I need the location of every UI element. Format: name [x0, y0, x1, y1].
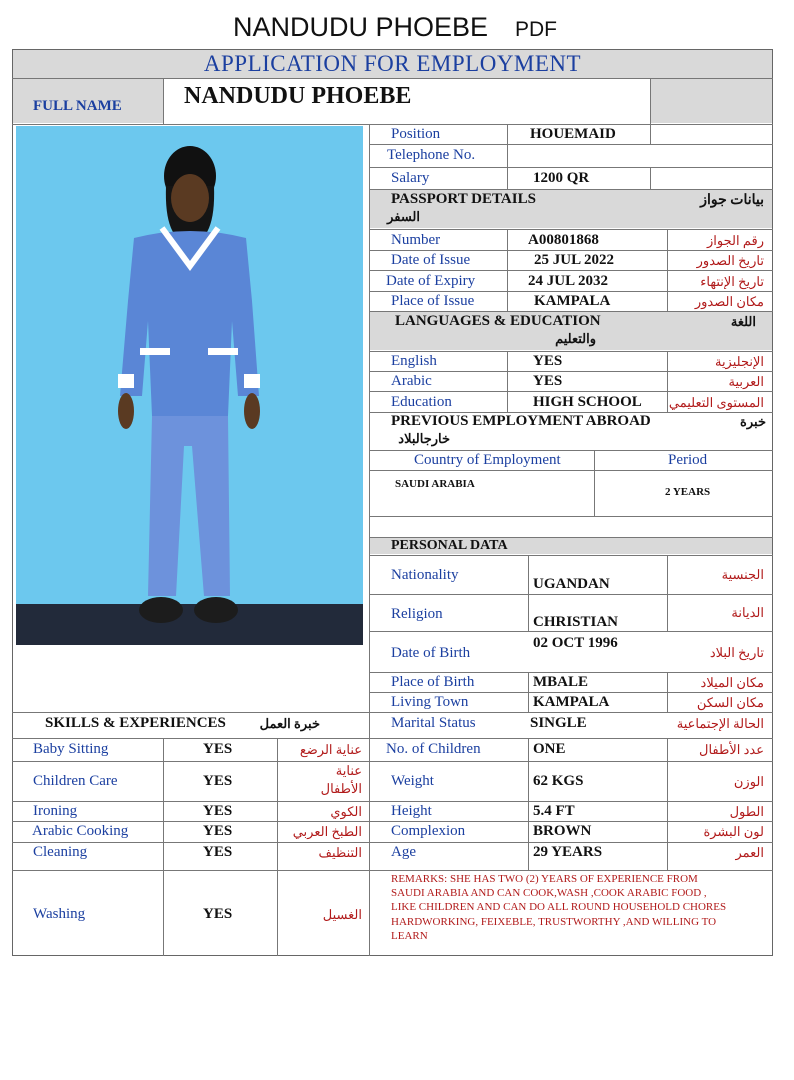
date-of-birth-label: Date of Birth: [391, 645, 471, 661]
place-of-issue-ar: مكان الصدور: [694, 294, 764, 309]
skill-washing-ar: الغسيل: [322, 907, 362, 922]
place-of-issue-value: KAMPALA: [534, 293, 611, 309]
date-of-expiry-value: 24 JUL 2032: [528, 273, 609, 289]
salary-label: Salary: [391, 170, 430, 186]
skills-heading-ar: خبرة العمل: [259, 716, 320, 731]
remarks-text: [391, 872, 769, 943]
remarks-line: REMARKS: SHE HAS TWO (2) YEARS OF EXPERIENCE FROM: [391, 873, 698, 885]
languages-heading-ar2: والتعليم: [555, 331, 596, 346]
english-label: English: [391, 353, 437, 369]
arabic-ar: العربية: [728, 374, 764, 389]
skill-arabic-cooking-label: Arabic Cooking: [32, 823, 129, 839]
age-ar: العمر: [735, 845, 764, 860]
skill-washing-value: YES: [203, 906, 233, 922]
living-town-value: KAMPALA: [533, 694, 610, 710]
remarks-line: HARDWORKING, FEIXEBLE, TRUSTWORTHY ,AND WILLING TO: [391, 915, 717, 928]
height-label: Height: [391, 803, 432, 819]
salary-value: 1200 QR: [533, 170, 590, 186]
passport-heading-ar1: بيانات جواز: [700, 193, 764, 208]
marital-status-label: Marital Status: [391, 715, 476, 731]
place-of-birth-ar: مكان الميلاد: [700, 675, 764, 690]
languages-heading: LANGUAGES & EDUCATION: [395, 313, 601, 329]
full-name-blank-cell: [651, 79, 772, 123]
place-of-birth-value: MBALE: [533, 674, 589, 690]
position-value: HOUEMAID: [530, 126, 616, 142]
children-count-value: ONE: [533, 741, 566, 757]
skill-children-care-ar2: الأطفال: [320, 781, 362, 796]
education-label: Education: [391, 394, 452, 410]
nationality-ar: الجنسية: [721, 567, 764, 582]
skill-baby-sitting-value: YES: [203, 741, 233, 757]
education-ar: المستوى التعليمي: [668, 395, 764, 410]
skill-cleaning-label: Cleaning: [33, 844, 88, 860]
age-label: Age: [391, 844, 416, 860]
pdf-label: PDF: [515, 18, 557, 41]
marital-status-value: SINGLE: [530, 715, 587, 731]
date-of-issue-ar: تاريخ الصدور: [696, 253, 764, 268]
position-label: Position: [391, 126, 441, 142]
full-name-value: NANDUDU PHOEBE: [184, 83, 412, 109]
skill-arabic-cooking-ar: الطبخ العربي: [292, 824, 362, 839]
religion-value: CHRISTIAN: [533, 614, 619, 630]
period-header: Period: [668, 452, 708, 468]
full-name-label: FULL NAME: [33, 98, 122, 114]
skill-ironing-label: Ironing: [33, 803, 78, 819]
passport-number-value: A00801868: [528, 232, 599, 248]
passport-heading-ar2: السفر: [387, 209, 420, 224]
country-of-employment-value: SAUDI ARABIA: [395, 478, 475, 490]
remarks-line: SAUDI ARABIA AND CAN COOK,WASH ,COOK ARABIC FOOD ,: [391, 887, 707, 900]
remarks-line: LEARN: [391, 929, 428, 942]
age-value: 29 YEARS: [533, 844, 603, 860]
employment-heading-ar2: خارجالبلاد: [398, 431, 450, 446]
weight-label: Weight: [391, 773, 434, 789]
skill-baby-sitting-ar: عناية الرضع: [299, 742, 362, 757]
remarks-line: LIKE CHILDREN AND CAN DO ALL ROUND HOUSEHOLD CHORES: [391, 901, 727, 914]
passport-number-label: Number: [391, 232, 441, 248]
skill-cleaning-value: YES: [203, 844, 233, 860]
passport-heading: PASSPORT DETAILS: [391, 191, 536, 207]
skill-ironing-value: YES: [203, 803, 233, 819]
height-value: 5.4 FT: [533, 803, 575, 819]
skill-children-care-ar1: عناية: [335, 763, 362, 778]
english-value: YES: [533, 353, 563, 369]
living-town-label: Living Town: [391, 694, 469, 710]
arabic-value: YES: [533, 373, 563, 389]
skill-arabic-cooking-value: YES: [203, 823, 233, 839]
skill-ironing-ar: الكوي: [330, 804, 362, 819]
english-ar: الإنجليزية: [714, 354, 764, 369]
passport-number-ar: رقم الجواز: [707, 233, 764, 248]
languages-heading-ar1: اللغة: [730, 314, 756, 329]
marital-status-ar: الحالة الإجتماعية: [676, 716, 764, 731]
nationality-value: UGANDAN: [533, 576, 610, 592]
complexion-value: BROWN: [533, 823, 592, 839]
place-of-issue-label: Place of Issue: [391, 293, 475, 309]
form-title: APPLICATION FOR EMPLOYMENT: [203, 51, 582, 76]
religion-ar: الديانة: [731, 605, 764, 620]
telephone-label: Telephone No.: [387, 147, 476, 163]
nationality-label: Nationality: [391, 567, 459, 583]
education-value: HIGH SCHOOL: [533, 394, 642, 410]
arabic-label: Arabic: [391, 373, 432, 389]
applicant-photo: [16, 126, 363, 645]
date-of-birth-ar: تاريخ البلاد: [709, 645, 764, 660]
date-of-expiry-ar: تاريخ الإنتهاء: [700, 274, 764, 289]
personal-heading: PERSONAL DATA: [391, 538, 508, 553]
weight-ar: الوزن: [733, 774, 764, 789]
date-of-issue-value: 25 JUL 2022: [534, 252, 615, 268]
skill-washing-label: Washing: [33, 906, 86, 922]
living-town-ar: مكان السكن: [696, 695, 764, 710]
religion-label: Religion: [391, 606, 443, 622]
skills-heading: SKILLS & EXPERIENCES: [45, 715, 226, 731]
date-of-birth-value: 02 OCT 1996: [533, 635, 618, 651]
skill-baby-sitting-label: Baby Sitting: [33, 741, 109, 757]
height-ar: الطول: [729, 804, 764, 819]
document-title: NANDUDU PHOEBE: [233, 12, 489, 42]
period-value: 2 YEARS: [665, 486, 711, 498]
children-count-label: No. of Children: [386, 741, 481, 757]
children-count-ar: عدد الأطفال: [699, 742, 764, 757]
weight-value: 62 KGS: [533, 773, 584, 789]
employment-heading-ar1: خبرة: [740, 414, 766, 429]
skill-cleaning-ar: التنظيف: [318, 845, 362, 860]
applicant-figure-image: [16, 126, 363, 645]
date-of-expiry-label: Date of Expiry: [386, 273, 476, 289]
employment-heading: PREVIOUS EMPLOYMENT ABROAD: [391, 413, 651, 429]
skill-children-care-value: YES: [203, 773, 233, 789]
date-of-issue-label: Date of Issue: [391, 252, 471, 268]
country-of-employment-header: Country of Employment: [414, 452, 561, 468]
place-of-birth-label: Place of Birth: [391, 674, 475, 690]
complexion-label: Complexion: [391, 823, 466, 839]
complexion-ar: لون البشرة: [703, 824, 764, 839]
skill-children-care-label: Children Care: [33, 773, 118, 789]
